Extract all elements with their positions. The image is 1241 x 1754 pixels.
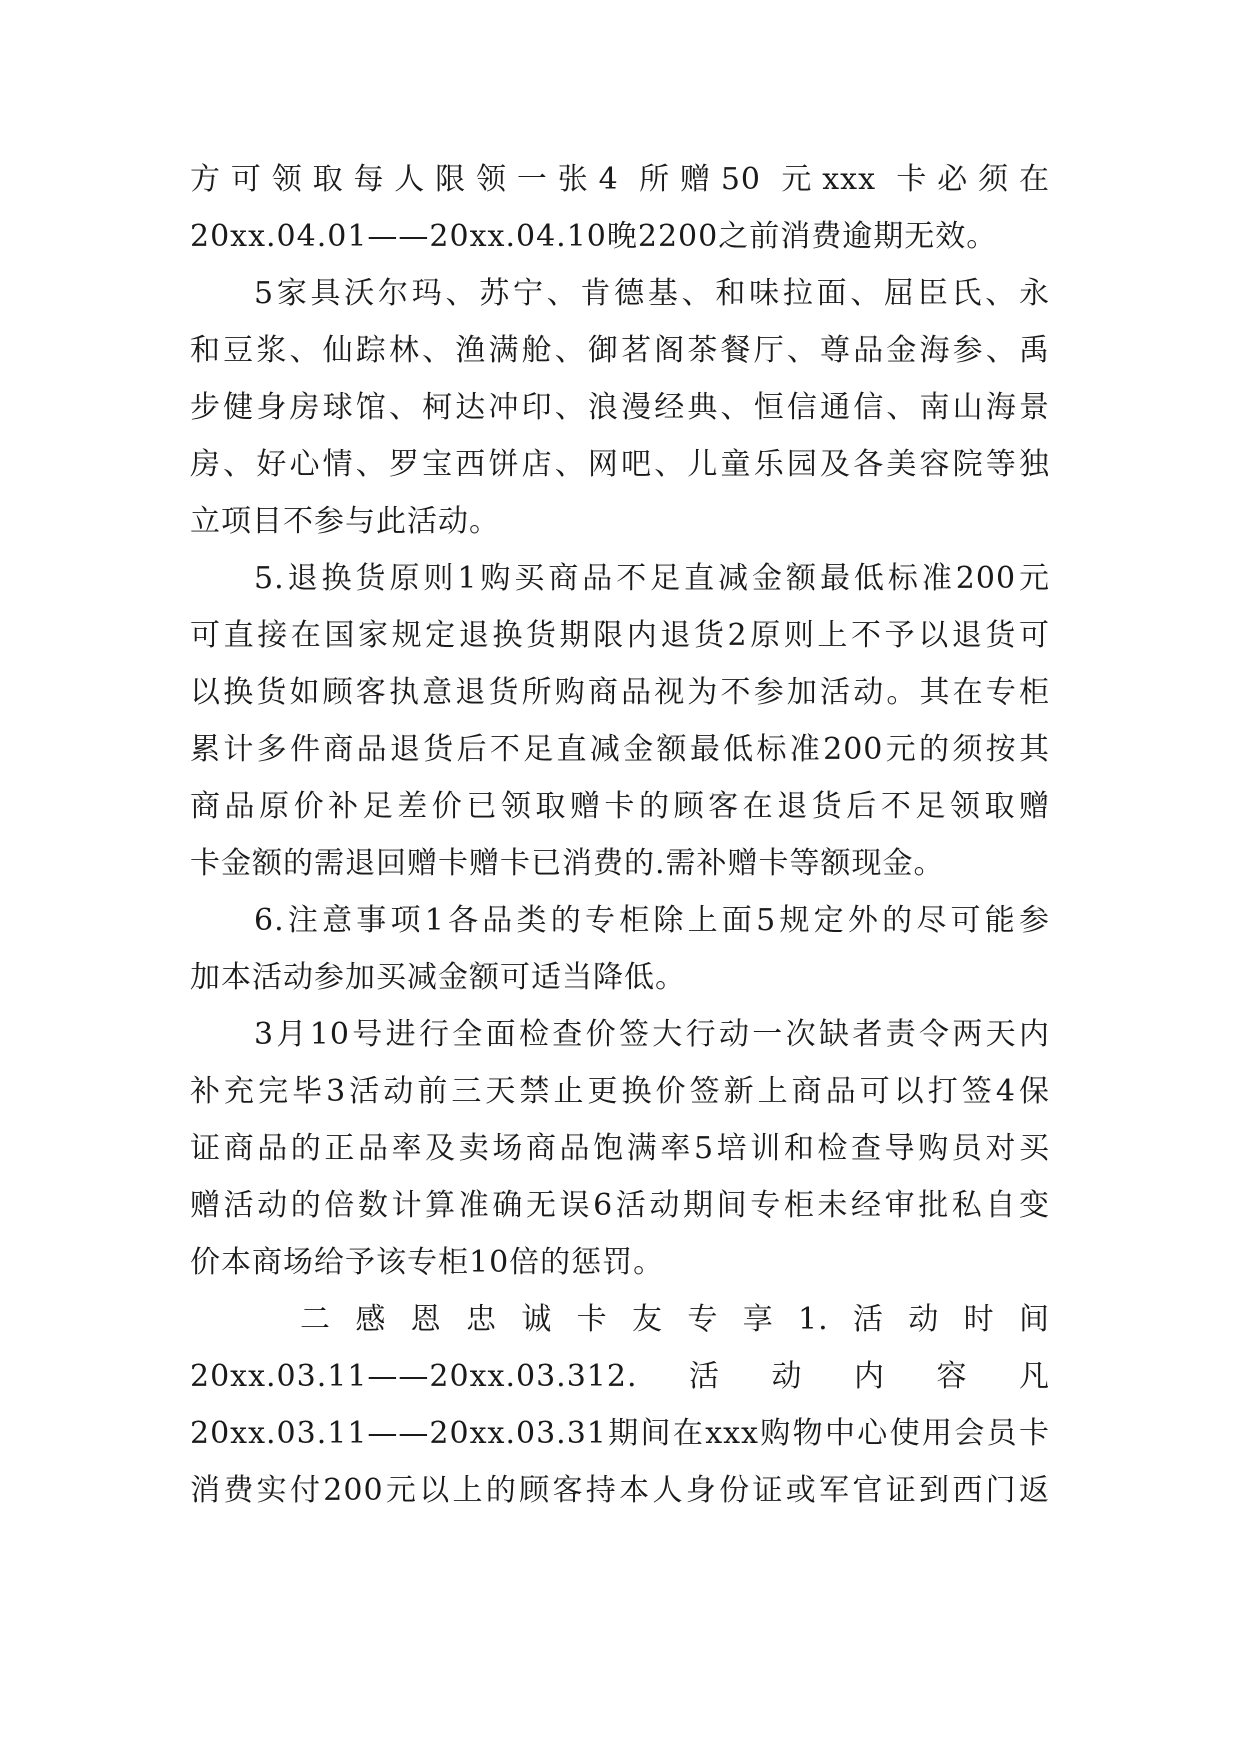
text-line: 价本商场给予该专柜10倍的惩罚。 [190,1245,665,1280]
text-line: 20xx.03.11——20xx.03.31期间在xxx购物中心使用会员卡 [190,1416,1050,1451]
text-line: 赠活动的倍数计算准确无误6活动期间专柜未经审批私自变 [190,1188,1050,1223]
text-line: 可直接在国家规定退换货期限内退货2原则上不予以退货可 [190,618,1050,653]
text-line: 20xx.03.11——20xx.03.312. 活 动 内 容 凡 [190,1359,1050,1394]
text-line: 卡金额的需退回赠卡赠卡已消费的.需补赠卡等额现金。 [190,846,945,881]
text-line: 累计多件商品退货后不足直减金额最低标准200元的须按其 [190,732,1050,767]
text-line: 5.退换货原则1购买商品不足直减金额最低标准200元 [254,561,1050,596]
text-line: 房、好心情、罗宝西饼店、网吧、儿童乐园及各美容院等独 [190,447,1050,482]
text-line: 以换货如顾客执意退货所购商品视为不参加活动。其在专柜 [190,675,1050,710]
text-line: 证商品的正品率及卖场商品饱满率5培训和检查导购员对买 [190,1131,1050,1166]
text-line: 商品原价补足差价已领取赠卡的顾客在退货后不足领取赠 [190,789,1050,824]
text-line: 加本活动参加买减金额可适当降低。 [190,960,686,995]
section-heading-line: 二感恩忠诚卡友专享1.活动时间 [300,1302,1050,1337]
text-line: 步健身房球馆、柯达冲印、浪漫经典、恒信通信、南山海景 [190,390,1050,425]
text-line: 消费实付200元以上的顾客持本人身份证或军官证到西门返 [190,1473,1050,1508]
text-line: 方可领取每人限领一张4 所赠50 元xxx 卡必须在 [190,162,1050,197]
text-line: 补充完毕3活动前三天禁止更换价签新上商品可以打签4保 [190,1074,1050,1109]
text-line: 6.注意事项1各品类的专柜除上面5规定外的尽可能参 [254,903,1050,938]
text-line: 20xx.04.01——20xx.04.10晚2200之前消费逾期无效。 [190,219,998,254]
text-line: 3月10号进行全面检查价签大行动一次缺者责令两天内 [254,1017,1050,1052]
text-line: 5家具沃尔玛、苏宁、肯德基、和味拉面、屈臣氏、永 [254,276,1050,311]
text-line: 和豆浆、仙踪林、渔满舱、御茗阁茶餐厅、尊品金海参、禹 [190,333,1050,368]
text-line: 立项目不参与此活动。 [190,504,500,539]
